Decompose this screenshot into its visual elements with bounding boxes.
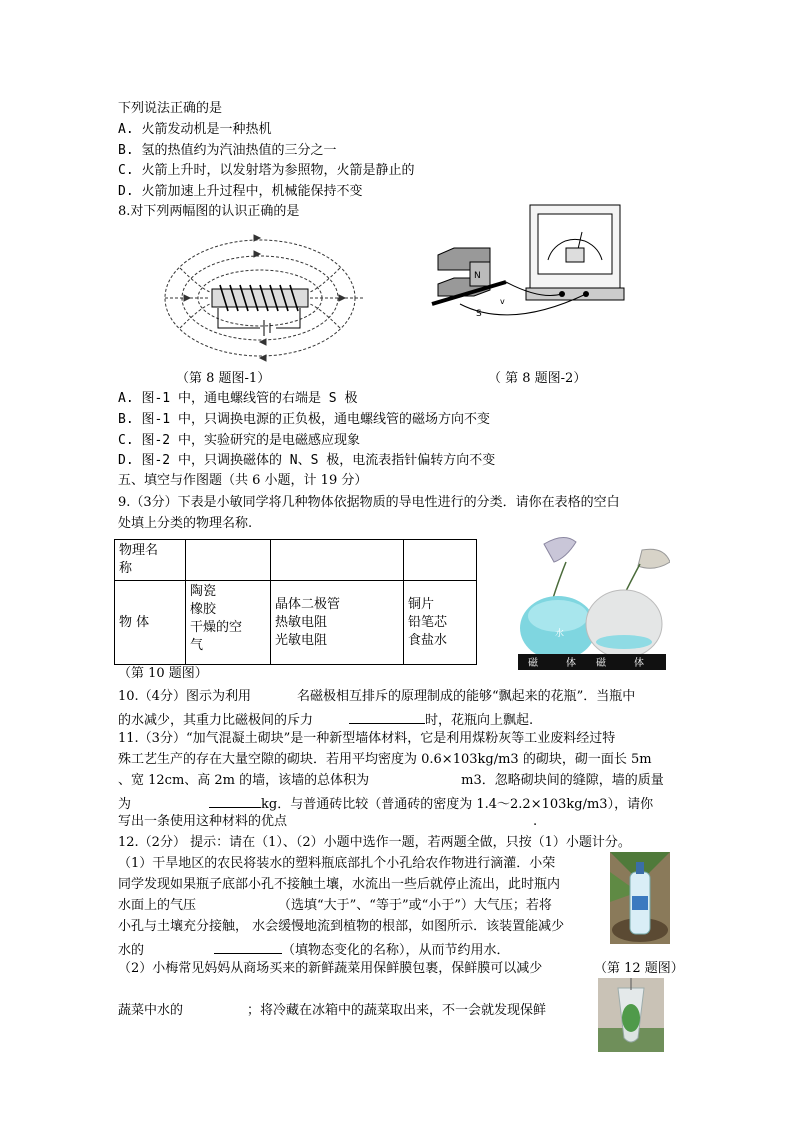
q7-option-b: B. 氢的热值约为汽油热值的三分之一 [118,143,337,158]
floating-vase-photo [514,532,670,670]
q12-p2-line-1: （2）小梅常见妈妈从商场买来的新鲜蔬菜用保鲜膜包裹，保鲜膜可以减少 [118,961,543,976]
q11-line-5: 写出一条使用这种材料的优点 . [118,814,538,829]
fig8-2-caption: （ 第 8 题图-2） [488,371,587,386]
table-cell-semiconductors: 晶体二极管 热敏电阻 光敏电阻 [271,581,404,665]
table-cell-conductors: 铜片 铅笔芯 食盐水 [404,581,477,665]
fig8-1-caption: （第 8 题图-1） [176,371,271,386]
q12-line-1: 12.（2分） 提示：请在（1）、（2）小题中选作一题，若两题全做，只按（1）小题计分。 [118,835,631,850]
q8-stem: 8.对下列两幅图的认识正确的是 [118,204,300,219]
q9-line-1: 9.（3分）下表是小敏同学将几种物体依据物质的导电性进行的分类．请你在表格的空白 [118,495,620,510]
q7-option-c: C. 火箭上升时，以发射塔为参照物，火箭是静止的 [118,163,415,178]
south-pole-label: S [476,309,482,319]
table-blank-cell-1[interactable] [186,540,271,581]
q12-p1-line-1: （1）干旱地区的农民将装水的塑料瓶底部扎个小孔给农作物进行滴灌．小荣 [118,856,556,871]
q10-line-1: 10.（4分）图示为利用 名磁极相互排斥的原理制成的能够“飘起来的花瓶”．当瓶中 [118,689,636,704]
fig10-caption: （第 10 题图） [118,666,208,681]
q10-line-2: 的水减少，其重力比磁极间的斥力 时，花瓶向上飘起. [118,709,533,730]
induction-apparatus-figure [430,200,630,350]
wrapped-vegetable-photo [598,978,664,1052]
q9-line-2: 处填上分类的物理名称. [118,516,253,531]
north-pole-label: N [474,271,481,281]
solenoid-field-figure [160,228,370,368]
table-row-label: 物 体 [115,581,186,665]
q8-option-b: B. 图-1 中，只调换电源的正负极，通电螺线管的磁场方向不变 [118,412,490,427]
vase-water-label: 水 [555,629,565,639]
magnet-label-4: 体 [634,658,644,669]
q7-option-d: D. 火箭加速上升过程中，机械能保持不变 [118,184,363,199]
magnet-label-3: 磁 [596,658,606,669]
table-blank-cell-2[interactable] [271,540,404,581]
q8-option-d: D. 图-2 中，只调换磁体的 N、S 极，电流表指针偏转方向不变 [118,453,496,468]
q10-answer-blank[interactable] [349,709,425,724]
conductivity-table [114,539,477,665]
q11-line-3: 、宽 12cm、高 2m 的墙，该墙的总体积为 m3．忽略砌块间的缝隙，墙的质量 [118,773,664,788]
velocity-label: v [500,297,505,306]
section-five-heading: 五、填空与作图题（共 6 小题，计 19 分） [118,473,368,488]
q12-state-change-blank[interactable] [214,939,282,954]
drip-bottle-photo [610,852,670,944]
q8-option-c: C. 图-2 中，实验研究的是电磁感应现象 [118,433,360,448]
q7-stem: 下列说法正确的是 [118,101,223,116]
magnet-label-2: 体 [566,658,576,669]
q11-mass-blank[interactable] [209,793,261,808]
q8-option-a: A. 图-1 中，通电螺线管的右端是 S 极 [118,391,358,406]
q12-p1-line-2: 同学发现如果瓶子底部小孔不接触土壤，水流出一些后就停止流出，此时瓶内 [118,877,561,892]
q7-option-a: A. 火箭发动机是一种热机 [118,122,272,137]
q12-p1-line-3: 水面上的气压 （选填“大于”、“等于”或“小于”）大气压；若将 [118,898,552,913]
q12-p1-line-4: 小孔与土壤充分接触， 水会缓慢地流到植物的根部，如图所示．该装置能减少 [118,919,565,934]
table-header-label: 物理名 称 [115,540,186,581]
magnet-label-1: 磁 [528,658,538,669]
q11-line-1: 11.（3分）“加气混凝土砌块”是一种新型墙体材料，它是利用煤粉灰等工业废料经过特 [118,731,616,746]
q11-line-4: 为 kg．与普通砖比较（普通砖的密度为 1.4～2.2×103kg/m3），请你 [118,793,653,814]
fig12-caption: （第 12 题图） [594,961,684,976]
q12-p1-line-5: 水的 （填物态变化的名称），从而节约用水． [118,939,510,960]
q12-p2-line-2: 蔬菜中水的 ；将冷藏在冰箱中的蔬菜取出来，不一会就发现保鲜 [118,1003,547,1018]
table-cell-insulators: 陶瓷 橡胶 干燥的空 气 [186,581,271,665]
q11-line-2: 殊工艺生产的存在大量空隙的砌块．若用平均密度为 0.6×103kg/m3 的砌块，砌一面长 5m [118,752,652,767]
table-blank-cell-3[interactable] [404,540,477,581]
